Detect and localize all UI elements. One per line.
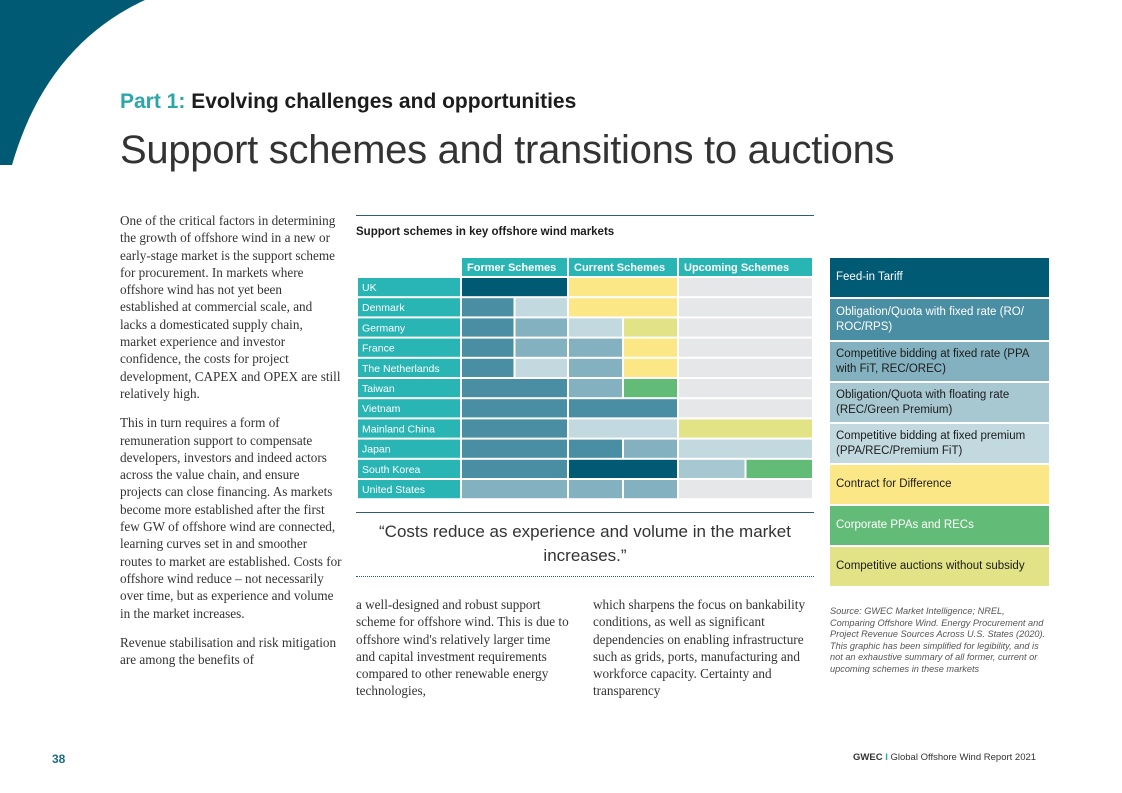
body-column-right: which sharpens the focus on bankability conditions, as well as significant dependencies on enabling infrastructure such as grids, ports, manufacturing and workforce capacity. Certainty and transparency	[593, 597, 806, 699]
scheme-cell	[569, 480, 622, 498]
chart-legend	[830, 258, 1049, 588]
paragraph: One of the critical factors in determining the growth of offshore wind in a new or early-stage market is the support scheme for procurement. In markets where offshore wind has not yet been established at commercial scale, and lacks a domesticated supply chain, market experience and investor confidence, the costs for project development, CAPEX and OPEX are still relatively high.	[120, 213, 341, 401]
scheme-cell	[624, 440, 677, 458]
scheme-cell	[462, 278, 567, 296]
scheme-cell	[569, 419, 677, 437]
market-label: Denmark	[362, 302, 405, 315]
scheme-cell-empty	[679, 318, 812, 336]
legend-label: Competitive bidding at fixed premium (PPA/REC/Premium FiT)	[836, 429, 1026, 457]
footer-report-title: Global Offshore Wind Report 2021	[890, 752, 1037, 763]
scheme-cell	[462, 440, 567, 458]
scheme-cell	[569, 278, 677, 296]
legend-label: Feed-in Tariff	[836, 271, 903, 283]
paragraph: Revenue stabilisation and risk mitigation are among the benefits of	[120, 634, 337, 668]
scheme-cell	[462, 339, 514, 357]
scheme-cell	[624, 318, 677, 336]
footer	[853, 752, 1036, 763]
legend-item	[830, 424, 1049, 465]
scheme-cell-empty	[679, 339, 812, 357]
scheme-cell	[462, 399, 567, 417]
scheme-cell	[679, 460, 745, 478]
scheme-cell-empty	[679, 359, 812, 377]
scheme-cell	[462, 359, 514, 377]
legend-label: Obligation/Quota with fixed rate (RO/ ROC/RPS)	[836, 305, 1024, 333]
paragraph: This in turn requires a form of remuneration support to compensate developers, investors and indeed actors across the value chain, and ensure projects can close financing. As markets become more established after the first few GW of offshore wind are connected, learning curves set in and smoother routes to market are established. Costs for offshore wind reduce – not necessarily over time, but as experience and volume in the market increases.	[120, 415, 342, 621]
market-label: Japan	[362, 443, 391, 456]
legend-label: Corporate PPAs and RECs	[836, 519, 974, 531]
scheme-cell	[569, 359, 622, 377]
column-header-label: Current Schemes	[574, 262, 666, 274]
market-label: United States	[362, 484, 426, 496]
scheme-cell	[516, 318, 568, 336]
legend-label: Contract for Difference	[836, 478, 952, 490]
market-label: The Netherlands	[362, 362, 440, 375]
legend-item	[830, 506, 1049, 547]
legend-item	[830, 342, 1049, 383]
scheme-cell	[462, 419, 567, 437]
chart-title: Support schemes in key offshore wind markets	[356, 226, 615, 238]
scheme-cell	[462, 298, 514, 316]
legend-item	[830, 299, 1049, 342]
page-title: Support schemes and transitions to auctions	[120, 128, 895, 172]
market-label: Mainland China	[362, 423, 435, 436]
legend-item	[830, 547, 1049, 588]
scheme-cell-empty	[679, 298, 812, 316]
scheme-cell	[516, 339, 568, 357]
footer-separator: I	[885, 752, 888, 763]
scheme-cell	[569, 339, 622, 357]
scheme-cell	[624, 359, 677, 377]
legend-item	[830, 383, 1049, 424]
scheme-cell	[569, 460, 677, 478]
page-number: 38	[52, 752, 66, 766]
market-label: Vietnam	[362, 403, 401, 416]
market-label: Germany	[362, 322, 406, 335]
scheme-cell	[624, 379, 677, 397]
chart-bottom-rule	[356, 512, 814, 513]
source-note: Source: GWEC Market Intelligence; NREL, Comparing Offshore Wind. Energy Procurement and Project Revenue Sources Across U.S. States (2020). This graphic has been simplified for legibility, and is not an exhaustive summary of all former, current or upcoming schemes in these markets	[830, 606, 1046, 674]
scheme-cell	[516, 359, 568, 377]
column-header-label: Former Schemes	[467, 262, 557, 274]
scheme-cell	[569, 298, 677, 316]
scheme-cell	[624, 480, 677, 498]
market-label: France	[362, 342, 395, 355]
legend-label: Competitive bidding at fixed rate (PPA with FiT, REC/OREC)	[836, 347, 1029, 375]
scheme-cell	[569, 318, 622, 336]
scheme-cell-empty	[679, 399, 812, 417]
scheme-cell-empty	[679, 379, 812, 397]
scheme-cell	[569, 399, 677, 417]
scheme-cell	[462, 318, 514, 336]
legend-label: Competitive auctions without subsidy	[836, 560, 1025, 572]
scheme-cell	[747, 460, 813, 478]
part-label: Part 1:	[120, 90, 186, 113]
scheme-cell	[569, 440, 622, 458]
scheme-cell-empty	[679, 480, 812, 498]
scheme-cell	[516, 298, 568, 316]
scheme-cell	[462, 460, 567, 478]
legend-label: Obligation/Quota with floating rate (REC/Green Premium)	[836, 388, 1010, 416]
dotted-divider	[356, 576, 814, 577]
legend-item	[830, 258, 1049, 299]
footer-brand: GWEC	[853, 752, 883, 763]
scheme-cell	[462, 379, 567, 397]
market-label: South Korea	[362, 463, 421, 476]
market-label: UK	[362, 282, 377, 294]
part-title: Evolving challenges and opportunities	[191, 90, 577, 113]
scheme-cell	[624, 339, 677, 357]
column-header-label: Upcoming Schemes	[684, 262, 790, 274]
market-label: Taiwan	[362, 383, 395, 395]
scheme-cell	[569, 379, 622, 397]
legend-item	[830, 465, 1049, 506]
pull-quote: “Costs reduce as experience and volume in the market increases.”	[379, 522, 791, 565]
body-column-middle: a well-designed and robust support scheme for offshore wind. This is due to offshore wind's relatively larger time and capital investment requirements compared to other renewable energy technologies,	[356, 597, 569, 699]
scheme-cell	[679, 440, 812, 458]
scheme-cell-empty	[679, 278, 812, 296]
scheme-cell	[679, 419, 812, 437]
scheme-cell	[462, 480, 567, 498]
